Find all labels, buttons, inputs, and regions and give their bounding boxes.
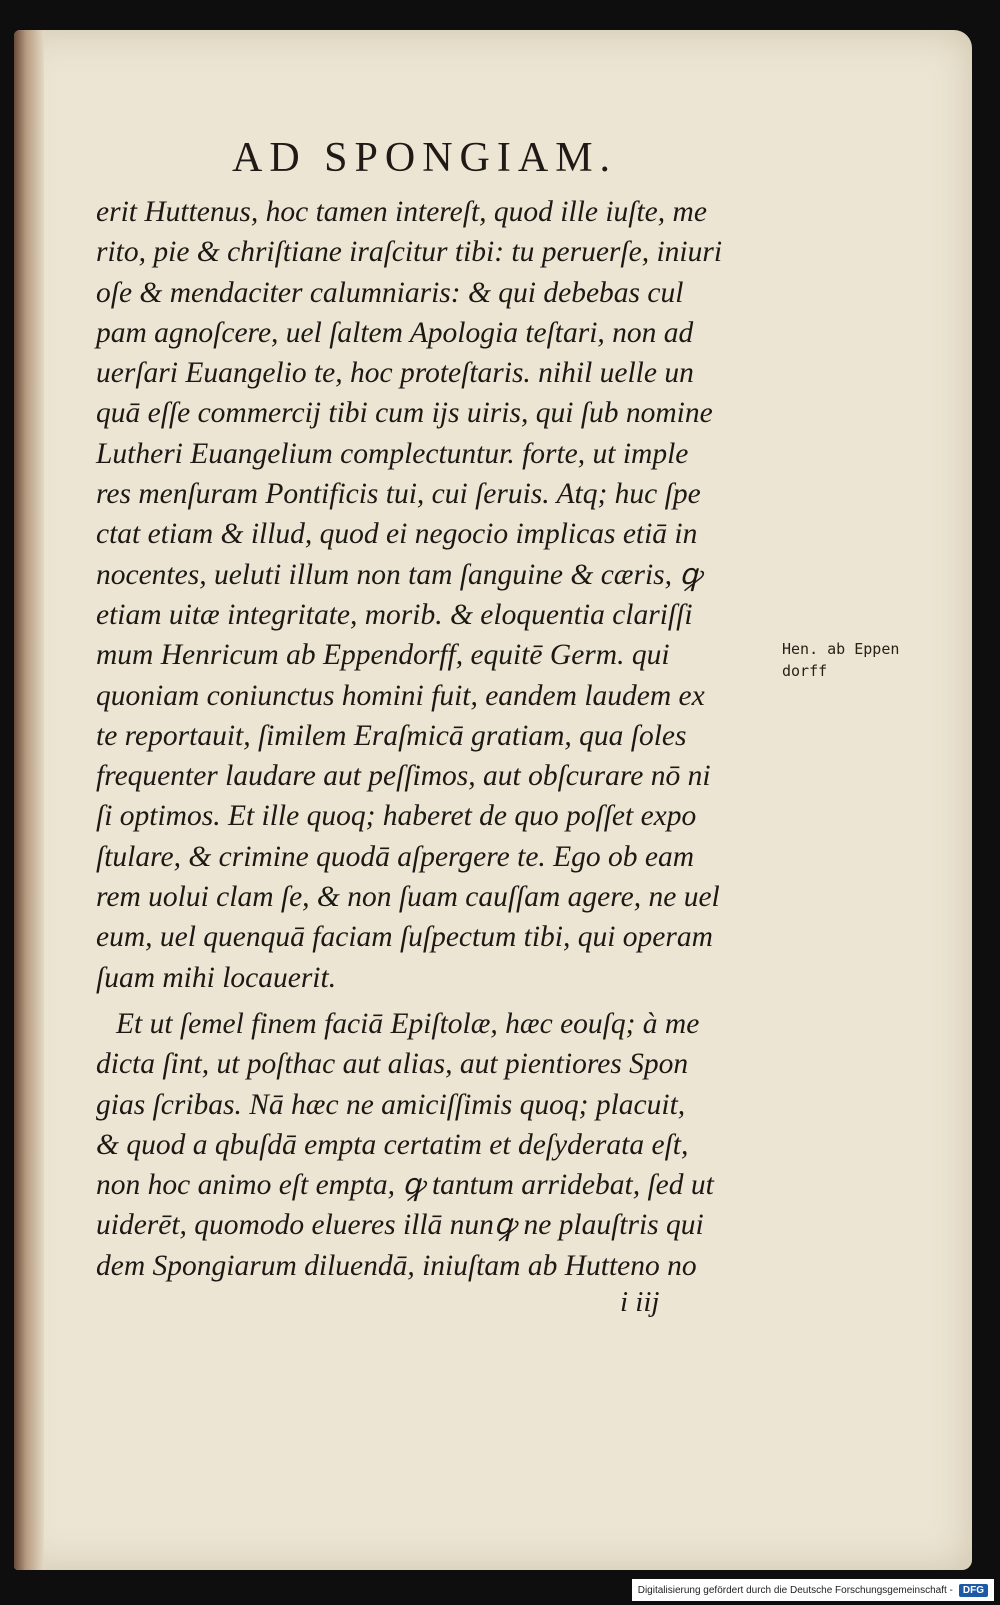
signature-mark: i iij: [620, 1286, 660, 1318]
text-line: ſtulare, & crimine quodā aſpergere te. Ego ob eam: [96, 840, 695, 873]
text-line: oſe & mendaciter calumniaris: & qui debebas cul: [96, 276, 684, 309]
text-line: rito, pie & chriſtiane iraſcitur tibi: tu peruerſe, iniuri: [96, 236, 723, 269]
paragraph-start-line: Et ut ſemel finem faciā Epiſtolæ, hæc eouſq; à me: [116, 1007, 700, 1040]
text-line: uerſari Euangelio te, hoc proteſtaris. nihil uelle un: [96, 357, 694, 390]
body-text: [96, 192, 796, 1286]
text-line: & quod a qbuſdā empta certatim et deſyderata eſt,: [96, 1128, 689, 1161]
marginal-note: [782, 638, 899, 682]
text-line: non hoc animo eſt empta, ꝙ tantum arridebat, ſed ut: [96, 1169, 714, 1202]
text-line: quoniam coniunctus homini fuit, eandem laudem ex: [96, 679, 705, 712]
text-line: dicta ſint, ut poſthac aut alias, aut pientiores Spon: [96, 1048, 689, 1081]
text-line: etiam uitæ integritate, morib. & eloquentia clariſſi: [96, 598, 693, 631]
text-line: ſuam mihi locauerit.: [96, 961, 337, 994]
text-line: gias ſcribas. Nā hæc ne amiciſſimis quoq; placuit,: [96, 1088, 686, 1121]
text-line: dem Spongiarum diluendā, iniuſtam ab Hutteno no: [96, 1249, 697, 1282]
text-line: frequenter laudare aut peſſimos, aut obſcurare nō ni: [96, 760, 711, 793]
text-line: Lutheri Euangelium complectuntur. forte, ut imple: [96, 437, 689, 470]
text-line: res menſuram Pontificis tui, cui ſeruis. Atq; huc ſpe: [96, 478, 701, 511]
text-line: rem uolui clam ſe, & non ſuam cauſſam agere, ne uel: [96, 881, 720, 914]
dfg-logo: DFG: [959, 1584, 988, 1597]
marginal-note-line: dorff: [782, 662, 828, 680]
text-line: eum, uel quenquā faciam ſuſpectum tibi, qui operam: [96, 921, 713, 954]
text-line: uiderēt, quomodo elueres illā nunꝙ ne plauſtris qui: [96, 1209, 704, 1242]
text-line: ſi optimos. Et ille quoq; haberet de quo poſſet expo: [96, 800, 697, 833]
text-line: mum Henricum ab Eppendorff, equitē Germ. qui: [96, 639, 670, 672]
page-gutter: [14, 30, 44, 1570]
running-header: AD SPONGIAM.: [232, 135, 618, 181]
text-line: nocentes, ueluti illum non tam ſanguine & cæris, ꝙ: [96, 558, 702, 591]
text-line: erit Huttenus, hoc tamen intereſt, quod ille iuſte, me: [96, 196, 707, 228]
text-line: quā eſſe commercij tibi cum ijs uiris, qui ſub nomine: [96, 397, 713, 430]
text-line: ctat etiam & illud, quod ei negocio implicas etiā in: [96, 518, 698, 551]
footer-text: Digitalisierung gefördert durch die Deutsche Forschungsgemeinschaft -: [637, 1584, 953, 1596]
footer-banner: [632, 1579, 994, 1601]
text-line: te reportauit, ſimilem Eraſmicā gratiam, qua ſoles: [96, 719, 687, 752]
text-line: pam agnoſcere, uel ſaltem Apologia teſtari, non ad: [96, 316, 694, 349]
marginal-note-line: Hen. ab Eppen: [782, 640, 900, 658]
